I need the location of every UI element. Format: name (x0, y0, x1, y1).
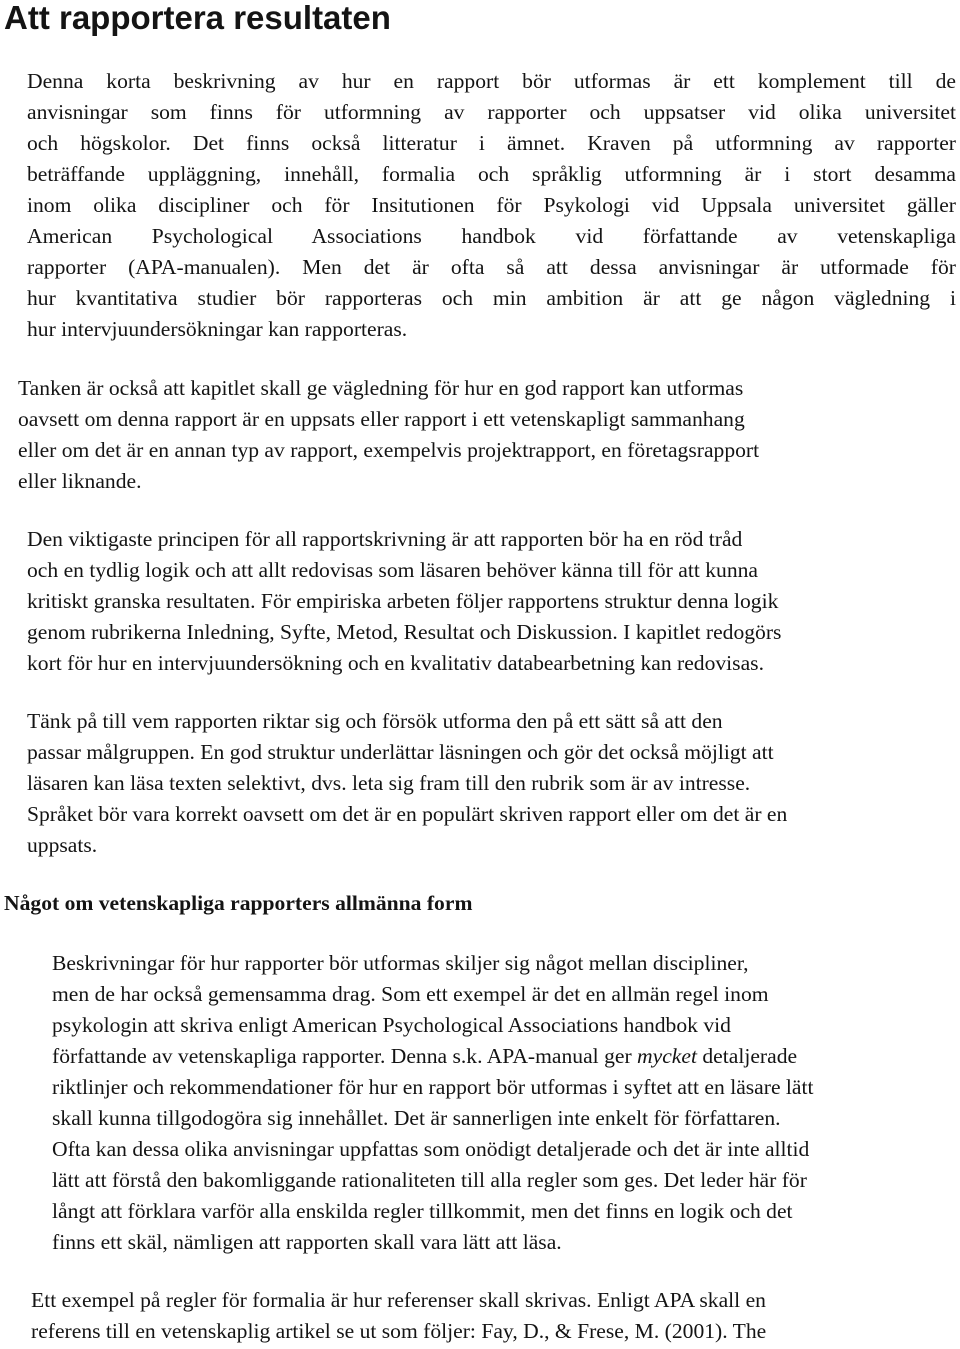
text-line: inom olika discipliner och för Insitutionen för Psykologi vid Uppsala universitet gäller (27, 193, 956, 217)
text-line: Ett exempel på regler för formalia är hur referenser skall skrivas. Enligt APA skall en (31, 1288, 766, 1312)
text-line: eller om det är en annan typ av rapport, exempelvis projektrapport, en företagsrapport (18, 438, 760, 462)
text-line: Tanken är också att kapitlet skall ge vägledning för hur en god rapport kan utformas (18, 376, 744, 400)
text-line: American Psychological Associations handbok vid författande av vetenskapliga (27, 224, 956, 248)
audience-paragraph (4, 706, 956, 861)
section-heading: Något om vetenskapliga rapporters allmänna form (4, 891, 473, 915)
reference-paragraph (4, 1285, 956, 1347)
purpose-paragraph (4, 373, 956, 497)
text-line: långt att förklara varför alla enskilda regler tillkommit, men det finns en logik och det (52, 1199, 793, 1223)
text-line (4, 1041, 956, 1072)
text-line: kort för hur en intervjuundersökning och en kvalitativ databearbetning kan redovisas. (27, 651, 764, 675)
text-line: kritiskt granska resultaten. För empiriska arbeten följer rapportens struktur denna logik (27, 589, 779, 613)
text-line: Ofta kan dessa olika anvisningar uppfattas som onödigt detaljerade och det är inte alltid (52, 1137, 810, 1161)
text-line: eller liknande. (18, 469, 142, 493)
text-line: beträffande uppläggning, innehåll, formalia och språklig utformning är i stort desamma (27, 162, 956, 186)
text-line: hur kvantitativa studier bör rapporteras och min ambition är att ge någon vägledning i (27, 286, 956, 310)
text-line: läsaren kan läsa texten selektivt, dvs. leta sig fram till den rubrik som är av intresse. (27, 771, 751, 795)
form-paragraph (4, 948, 956, 1258)
text-line: passar målgruppen. En god struktur underlättar läsningen och gör det också möjligt att (27, 740, 774, 764)
text-line: uppsats. (27, 833, 98, 857)
text-line: psykologin att skriva enligt American Psychological Associations handbok vid (52, 1013, 731, 1037)
text-line: oavsett om denna rapport är en uppsats eller rapport i ett vetenskapligt sammanhang (18, 407, 745, 431)
text-line: Denna korta beskrivning av hur en rapport bör utformas är ett komplement till de (27, 69, 956, 93)
principle-paragraph (4, 524, 956, 679)
text-line: riktlinjer och rekommendationer för hur en rapport bör utformas i syftet att en läsare lätt (52, 1075, 814, 1099)
text-line: och högskolor. Det finns också litteratur i ämnet. Kraven på utformning av rapporter (27, 131, 956, 155)
text-line: Beskrivningar för hur rapporter bör utformas skiljer sig något mellan discipliner, (52, 951, 749, 975)
text-line: finns ett skäl, nämligen att rapporten skall vara lätt att läsa. (52, 1230, 562, 1254)
text-line: skall kunna tillgodogöra sig innehållet. Det är sannerligen inte enkelt för författaren. (52, 1106, 781, 1130)
text-line: lätt att förstå den bakomliggande rationaliteten till alla regler som ges. Det leder här för (52, 1168, 807, 1192)
text-line: anvisningar som finns för utformning av rapporter och uppsatser vid olika universitet (27, 100, 956, 124)
text-line: men de har också gemensamma drag. Som ett exempel är det en allmän regel inom (52, 982, 769, 1006)
text-line: rapporter (APA-manualen). Men det är ofta så att dessa anvisningar är utformade för (27, 255, 956, 279)
text-line: referens till en vetenskaplig artikel se ut som följer: Fay, D., & Frese, M. (2001). The (31, 1319, 767, 1343)
text-line: genom rubrikerna Inledning, Syfte, Metod, Resultat och Diskussion. I kapitlet redogörs (27, 620, 782, 644)
emphasis-text: mycket (637, 1044, 697, 1068)
text-line: Språket bör vara korrekt oavsett om det är en populärt skriven rapport eller om det är en (27, 802, 788, 826)
text-fragment: detaljerade (696, 1044, 798, 1068)
intro-paragraph (4, 66, 956, 345)
page-title: Att rapportera resultaten (4, 0, 391, 36)
text-line: och en tydlig logik och att allt redovisas som läsaren behöver känna till för att kunna (27, 558, 758, 582)
text-line: hur intervjuundersökningar kan rapporteras. (27, 317, 408, 341)
text-line: Den viktigaste principen för all rapportskrivning är att rapporten bör ha en röd tråd (27, 527, 743, 551)
text-line: Tänk på till vem rapporten riktar sig och försök utforma den på ett sätt så att den (27, 709, 723, 733)
text-fragment: författande av vetenskapliga rapporter. Denna s.k. APA-manual ger (52, 1044, 638, 1068)
